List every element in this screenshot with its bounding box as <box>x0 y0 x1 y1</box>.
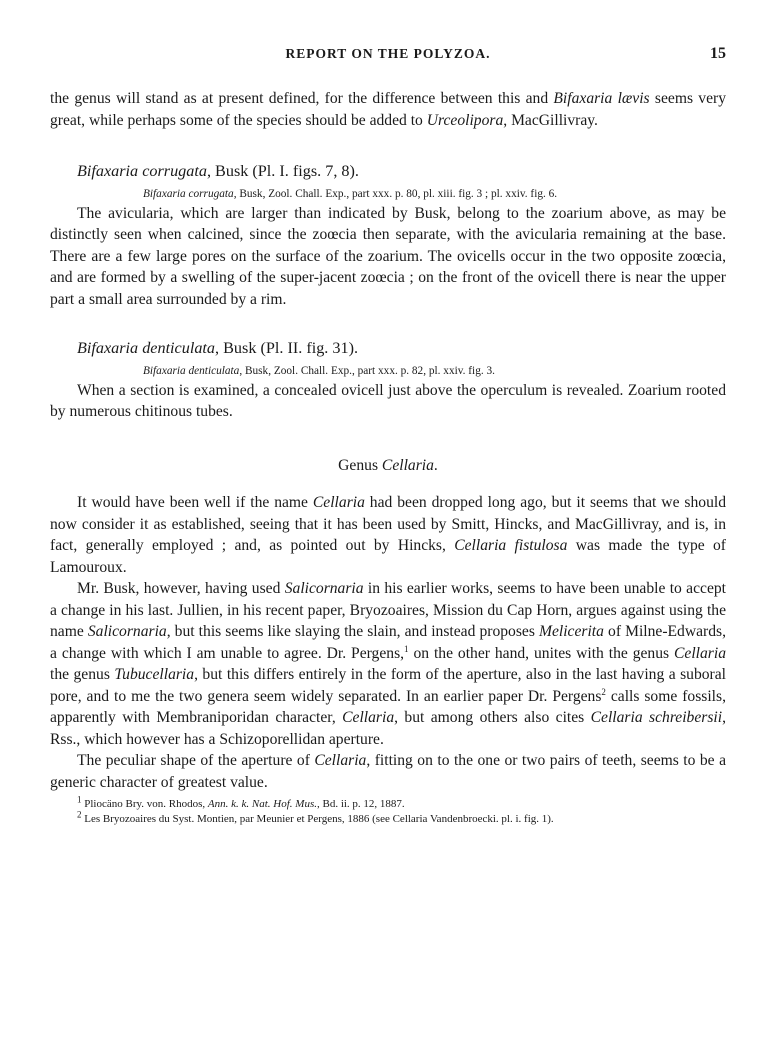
species-author: , Busk (Pl. II. fig. 31). <box>215 339 359 357</box>
text-span: calls some fossils, apparently with Membraniporidan character, <box>50 687 726 726</box>
text-span: , Rss., which however has a Schizoporellidan aperture. <box>50 709 726 748</box>
footnote-number: 2 <box>77 809 82 820</box>
paragraph-continuation <box>50 88 726 131</box>
footnotes <box>50 794 726 827</box>
text-span: seems very great, while perhaps some of the species should be added to <box>50 90 726 129</box>
page-header <box>50 46 726 68</box>
text-span: Les Bryozoaires du Syst. Montien, par Meunier et Pergens, 1886 (see Cellaria Vandenbroecki. pl. i. fig. 1). <box>81 813 554 825</box>
species-reference <box>50 186 726 203</box>
taxon-name: Cellaria schreibersii <box>590 709 723 726</box>
taxon-name: Salicornaria <box>87 623 167 640</box>
paragraph-cellaria-name <box>50 492 726 578</box>
species-author: , Busk (Pl. I. figs. 7, 8). <box>206 162 359 180</box>
taxon-name: Cellaria <box>674 644 726 662</box>
journal-title: Ann. k. k. Nat. Hof. Mus. <box>207 798 317 810</box>
species-reference <box>50 363 726 380</box>
taxon-name: Urceolipora <box>426 111 504 129</box>
species-heading-corrugata <box>50 161 726 183</box>
reference-taxon: Bifaxaria corrugata <box>143 187 234 200</box>
taxon-name: Bifaxaria lævis <box>553 90 650 107</box>
species-name: Bifaxaria corrugata <box>77 162 207 180</box>
text-span: , but among others also cites <box>394 709 591 726</box>
text-span: was made the type of Lamouroux. <box>50 537 727 576</box>
taxon-name: Melicerita <box>538 623 604 640</box>
reference-taxon: Bifaxaria denticulata <box>143 364 240 377</box>
taxon-name: Cellaria <box>342 709 395 726</box>
text-span: Mr. Busk, however, having used <box>77 580 285 597</box>
text-span: of Milne-Edwards, a change with which I am unable to agree. Dr. Pergens, <box>50 623 726 662</box>
genus-label: Genus <box>338 456 382 474</box>
taxon-name: Cellaria <box>312 494 365 511</box>
genus-heading <box>50 455 726 477</box>
species-name: Bifaxaria denticulata <box>77 339 216 357</box>
footnote-2 <box>77 809 726 827</box>
text-span: in his earlier works, seems to have been unable to accept a change in his last. Jullien, in his recent paper, Bryozoaires, Mission du Cap Horn, argues against using the name <box>50 580 726 640</box>
species-description: The avicularia, which are larger than indicated by Busk, belong to the zoarium above, as may be distinctly seen when calcined, since the zoœcia then separate, with the avicularia remaining at the base. There are a few large pores on the surface of the zoarium. The ovicells occur in the two opposite zoœcia, and are formed by a swelling of the super-jacent zoœcia ; on the front of the ovicell there is near the upper part a small area surrounded by a rim. <box>50 204 726 308</box>
text-span: It would have been well if the name <box>77 494 313 511</box>
text-span: the genus <box>50 666 115 683</box>
paragraph-busk <box>50 578 726 750</box>
reference-text: , Busk, Zool. Chall. Exp., part xxx. p. 82, pl. xxiv. fig. 3. <box>239 364 495 377</box>
taxon-name: Cellaria <box>314 752 367 769</box>
species-heading-denticulata <box>50 338 726 360</box>
text-span: , MacGillivray. <box>503 111 598 129</box>
footnote-number: 1 <box>77 794 82 805</box>
text-span: , but this seems like slaying the slain, and instead proposes <box>166 623 539 640</box>
genus-name: Cellaria <box>381 456 434 474</box>
footnote-marker: 1 <box>404 643 409 654</box>
footnote-marker: 2 <box>601 686 606 697</box>
running-head: REPORT ON THE POLYZOA. <box>285 46 491 61</box>
taxon-name: Cellaria fistulosa <box>454 537 568 554</box>
species-description: When a section is examined, a concealed ovicell just above the operculum is revealed. Zoarium rooted by numerous chitinous tubes. <box>50 381 726 420</box>
text-span: The peculiar shape of the aperture of <box>77 752 315 769</box>
text-span: Pliocäno Bry. von. Rhodos, <box>81 798 208 810</box>
taxon-name: Tubucellaria <box>114 666 195 683</box>
text-span: the genus will stand as at present defined, for the difference between this and <box>50 90 554 107</box>
taxon-name: Salicornaria <box>284 580 364 597</box>
text-span: , Bd. ii. p. 12, 1887. <box>316 798 405 810</box>
text-span: on the other hand, unites with the genus <box>408 644 675 662</box>
text-span: , fitting on to the one or two pairs of teeth, seems to be a generic character of greatest value. <box>50 752 726 791</box>
footnote-1 <box>77 794 726 812</box>
text-span: , but this differs entirely in the form of the aperture, also in the last having a suboral pore, and to me the two genera seem widely separated. In an earlier paper Dr. Pergens <box>50 666 726 705</box>
page-body <box>50 88 726 827</box>
reference-text: , Busk, Zool. Chall. Exp., part xxx. p. 80, pl. xiii. fig. 3 ; pl. xxiv. fig. 6. <box>233 187 558 200</box>
text-span: had been dropped long ago, but it seems that we should now consider it as established, seeing that it has been used by Smitt, Hincks, and MacGillivray, and is, in fact, generally employed ; and, as pointed out by Hincks, <box>50 494 726 554</box>
page-number: 15 <box>710 45 726 62</box>
genus-end: . <box>433 456 438 474</box>
paragraph-aperture <box>50 750 726 793</box>
